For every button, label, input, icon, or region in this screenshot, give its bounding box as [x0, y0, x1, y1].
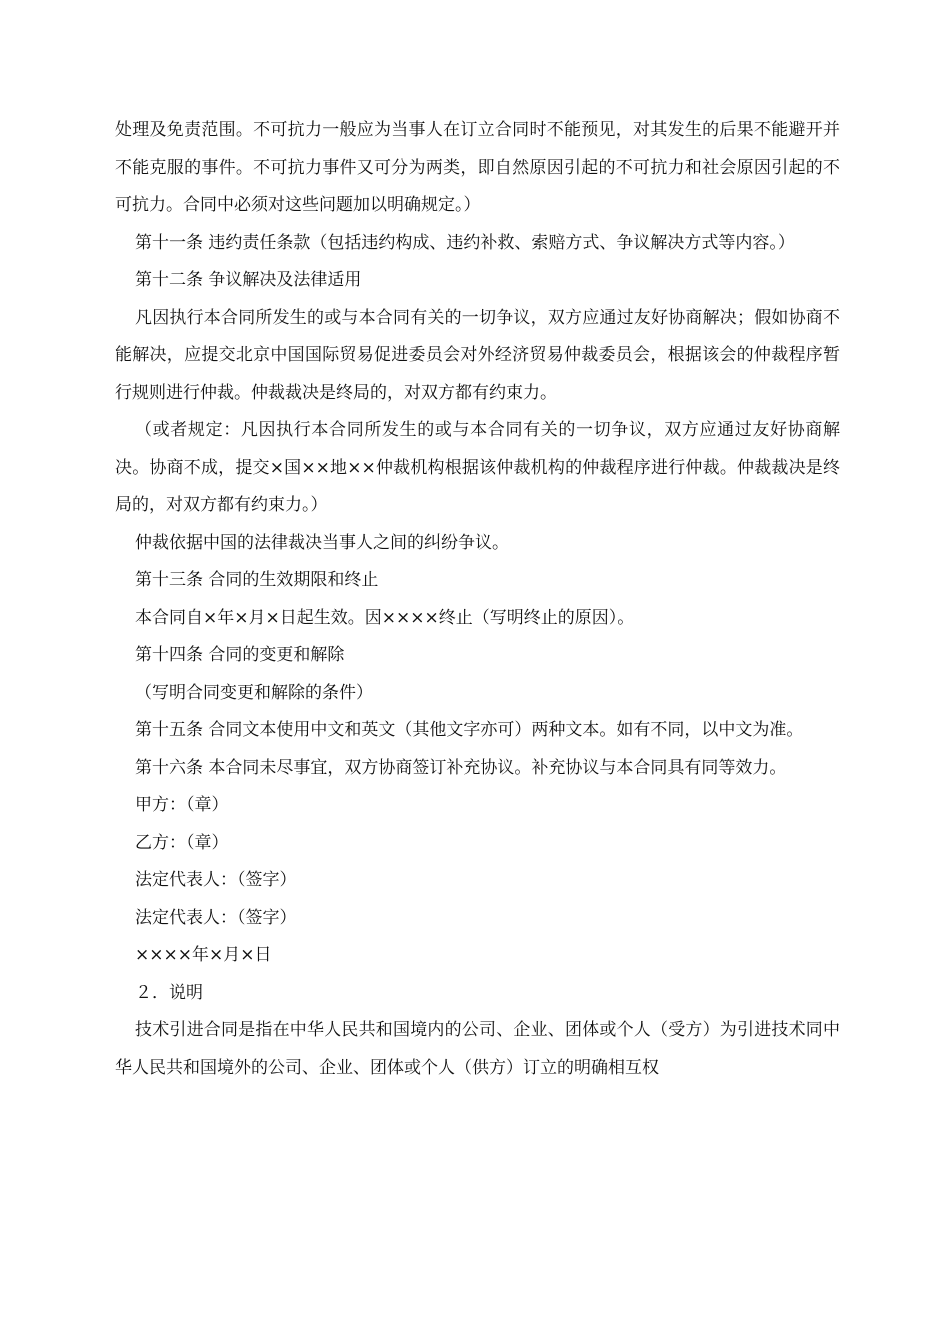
paragraph-effective-date: 本合同自×年×月×日起生效。因××××终止（写明终止的原因）。	[135, 607, 635, 628]
paragraph-article-16: 第十六条 本合同未尽事宜，双方协商签订补充协议。补充协议与本合同具有同等效力。	[135, 757, 787, 778]
signature-party-a: 甲方：（章）	[135, 795, 229, 815]
paragraph-explanation-body: 技术引进合同是指在中华人民共和国境内的公司、企业、团体或个人（受方）为引进技术同中华人民共和国境外的公司、企业、团体或个人（供方）订立的明确相互权	[115, 1020, 840, 1078]
paragraph-article-12-heading: 第十二条 争议解决及法律适用	[135, 270, 362, 290]
paragraph-article-13-heading: 第十三条 合同的生效期限和终止	[135, 570, 379, 590]
section-heading-explanation: ２．说明	[135, 982, 203, 1003]
paragraph-modification-conditions: （写明合同变更和解除的条件）	[135, 682, 373, 703]
document-body	[115, 112, 840, 1087]
paragraph-governing-law: 仲裁依据中国的法律裁决当事人之间的纠纷争议。	[135, 532, 509, 553]
signature-representative-a: 法定代表人：（签字）	[135, 870, 297, 890]
paragraph-dispute-resolution: 凡因执行本合同所发生的或与本合同有关的一切争议，双方应通过友好协商解决；假如协商不能解决，应提交北京中国国际贸易促进委员会对外经济贸易仲裁委员会，根据该会的仲裁程序暂行规则进行仲裁。仲裁裁决是终局的，对双方都有约束力。	[115, 307, 840, 403]
paragraph-article-15: 第十五条 合同文本使用中文和英文（其他文字亦可）两种文本。如有不同，以中文为准。	[135, 720, 804, 740]
paragraph-force-majeure-tail: 处理及免责范围。不可抗力一般应为当事人在订立合同时不能预见，对其发生的后果不能避开并不能克服的事件。不可抗力事件又可分为两类，即自然原因引起的不可抗力和社会原因引起的不可抗力。合同中必须对这些问题加以明确规定。）	[115, 120, 840, 215]
signature-representative-b: 法定代表人：（签字）	[135, 907, 297, 928]
paragraph-article-11: 第十一条 违约责任条款（包括违约构成、违约补救、索赔方式、争议解决方式等内容。）	[135, 232, 795, 253]
signature-date: ××××年×月×日	[135, 945, 272, 965]
paragraph-article-14-heading: 第十四条 合同的变更和解除	[135, 645, 345, 665]
signature-party-b: 乙方：（章）	[135, 832, 229, 853]
paragraph-alternative-clause: （或者规定：凡因执行本合同所发生的或与本合同有关的一切争议，双方应通过友好协商解决。协商不成，提交×国××地××仲裁机构根据该仲裁机构的仲裁程序进行仲裁。仲裁裁决是终局的，对双方都有约束力。）	[115, 420, 840, 515]
